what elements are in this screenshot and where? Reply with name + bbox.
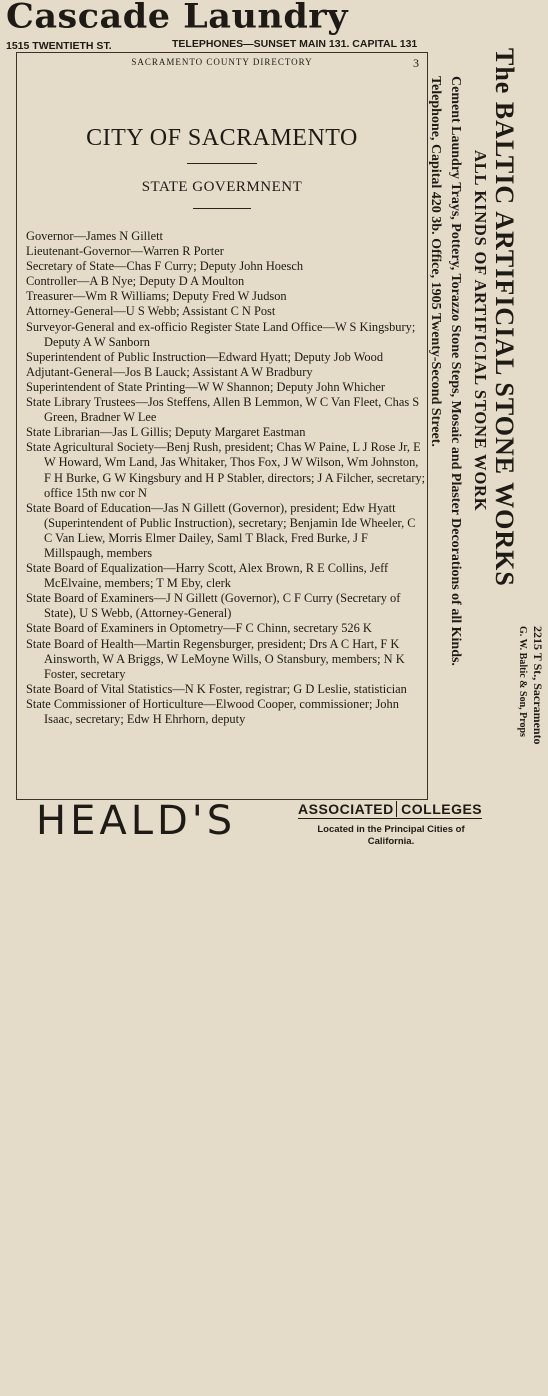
directory-entry: Treasurer—Wm R Williams; Deputy Fred W Judson <box>26 289 287 304</box>
baltic-stone-works-ad <box>430 40 548 810</box>
directory-entry: Governor—James N Gillett <box>26 229 163 243</box>
directory-entry: Superintendent of Public Instruction—Edward Hyatt; Deputy Job Wood <box>26 349 384 364</box>
directory-entry: State Board of Examiners—J N Gillett (Governor), C F Curry (Secretary of State), U S Webb, (Attorney-General) <box>26 591 401 621</box>
directory-entry: State Board of Equalization—Harry Scott, Alex Brown, R E Collins, Jeff McElvaine, members; T M Eby, clerk <box>26 561 389 591</box>
directory-entry: Controller—A B Nye; Deputy D A Moulton <box>26 274 245 289</box>
directory-entry: Superintendent of State Printing—W W Shannon; Deputy John Whicher <box>26 379 386 394</box>
running-head: SACRAMENTO COUNTY DIRECTORY <box>131 57 313 67</box>
directory-entry: Adjutant-General—Jos B Lauck; Assistant A W Bradbury <box>26 364 313 379</box>
directory-entry: State Library Trustees—Jos Steffens, Allen B Lemmon, W C Van Fleet, Chas S Green, Bradner W Lee <box>26 395 420 425</box>
side-ad-address: 2215 T St., Sacramento <box>531 626 545 745</box>
page-number: 3 <box>413 56 419 70</box>
city-title: CITY OF SACRAMENTO <box>86 125 358 151</box>
ad-address: 1515 TWENTIETH ST. <box>6 40 112 52</box>
directory-entry: State Board of Education—Jas N Gillett (Governor), president; Edw Hyatt (Superintendent of Public Instruction), secretary; Benjamin Ide Wheeler, C C Van Liew, Morris Elmer Dailey, Saml T Black, Fred Burke, J F Millspaugh, members <box>26 500 416 560</box>
directory-entry: Surveyor-General and ex-officio Register State Land Office—W S Kingsbury; Deputy A W Sanborn <box>26 319 416 349</box>
directory-entry: State Board of Health—Martin Regensburger, president; Drs A C Hart, F K Ainsworth, W A Briggs, W LeMoyne Wills, O Stansbury, members; N K Foster, secretary <box>26 636 405 681</box>
directory-entry: Attorney-General—U S Webb; Assistant C N Post <box>26 304 276 319</box>
colleges-label: COLLEGES <box>401 801 483 817</box>
side-ad-contact: Telephone, Capital 420 3b. Office, 1905 Twenty-Second Street. <box>428 76 443 447</box>
directory-entry: State Librarian—Jas L Gillis; Deputy Margaret Eastman <box>26 425 306 440</box>
associated-label: ASSOCIATED <box>298 801 397 817</box>
directory-page <box>16 52 428 800</box>
section-rule <box>193 208 251 209</box>
side-ad-proprietors: G. W. Baltic & Son, Props <box>517 626 528 737</box>
section-title: STATE GOVERMNENT <box>141 179 303 195</box>
title-rule <box>187 163 257 164</box>
ad-telephones: TELEPHONES—SUNSET MAIN 131. CAPITAL 131 <box>172 38 418 50</box>
directory-entry: State Commissioner of Horticulture—Elwood Cooper, commissioner; John Isaac, secretary; Edw H Ehrhorn, deputy <box>26 696 399 726</box>
side-ad-subtitle: ALL KINDS OF ARTIFICIAL STONE WORK <box>471 150 490 512</box>
directory-entry: State Agricultural Society—Benj Rush, president; Chas W Paine, L J Rose Jr, E W Howard, Wm Land, Jas Whitaker, Thos Fox, J W Wilson, Wm Johnston, F H Burke, G W Kingsbury and H P Stabler, directors; J A Filcher, secretary; office 15th nw cor N <box>26 440 426 500</box>
directory-entries <box>26 229 426 727</box>
side-ad-products: Cement Laundry Trays, Pottery, Torazzo Stone Steps, Mosaic and Plaster Decorations of all Kinds. <box>448 76 463 666</box>
college-locations: Located in the Principal Cities of California. <box>317 824 465 847</box>
directory-entry: State Board of Vital Statistics—N K Foster, registrar; G D Leslie, statistician <box>26 681 407 696</box>
associated-colleges <box>298 801 482 819</box>
healds-colleges-ad <box>0 798 548 849</box>
side-ad-title: The BALTIC ARTIFICIAL STONE WORKS <box>490 48 519 587</box>
directory-entry: Lieutenant-Governor—Warren R Porter <box>26 244 224 259</box>
healds-brand: HEALD'S <box>36 798 237 844</box>
directory-entry: State Board of Examiners in Optometry—F C Chinn, secretary 526 K <box>26 621 372 636</box>
ad-brand: Cascade Laundry <box>6 0 349 37</box>
directory-entry: Secretary of State—Chas F Curry; Deputy John Hoesch <box>26 259 304 274</box>
